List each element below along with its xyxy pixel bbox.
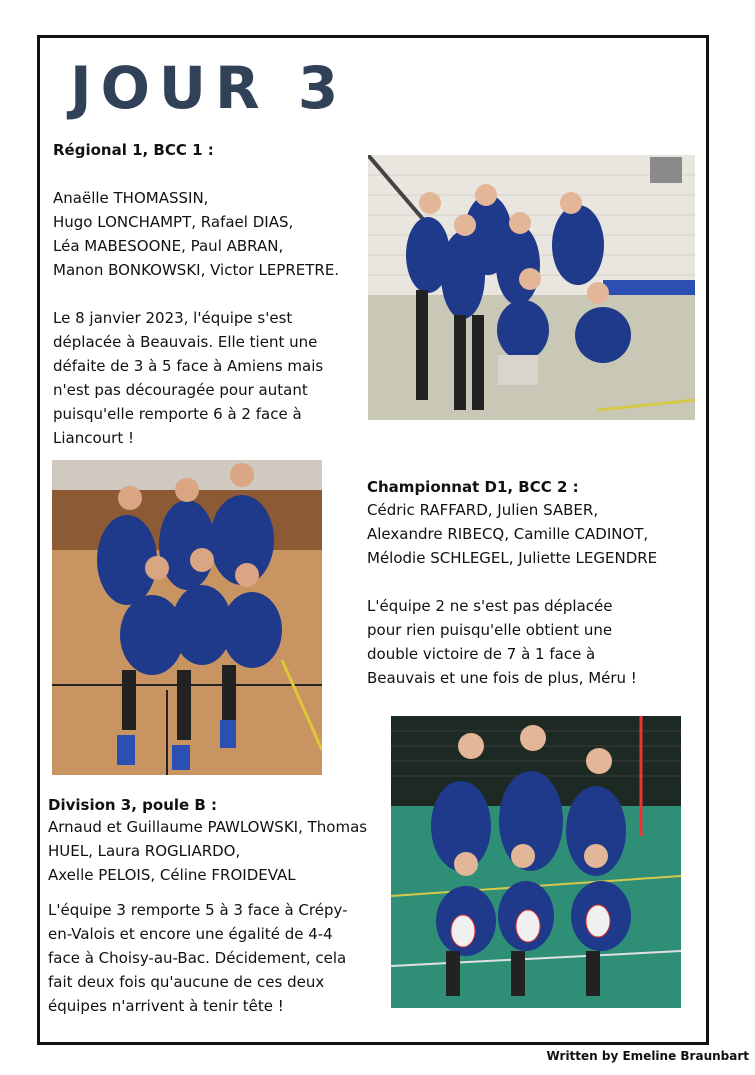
section3-player-line: Arnaud et Guillaume PAWLOWSKI, Thomas: [48, 818, 368, 836]
section2-heading: Championnat D1, BCC 2 :: [367, 478, 579, 496]
section3-player-line: HUEL, Laura ROGLIARDO,: [48, 842, 241, 860]
section2-report: [367, 594, 637, 690]
author-signature: Written by Emeline Braunbart: [546, 1049, 749, 1063]
section3-report: [48, 898, 348, 1018]
section1-player-line: Manon BONKOWSKI, Victor LEPRETRE.: [53, 261, 340, 279]
section3-report-line: face à Choisy-au-Bac. Décidement, cela: [48, 949, 347, 967]
section2-report-line: L'équipe 2 ne s'est pas déplacée: [367, 597, 613, 615]
section3-report-line: fait deux fois qu'aucune de ces deux: [48, 973, 325, 991]
section3-report-line: L'équipe 3 remporte 5 à 3 face à Crépy-: [48, 901, 348, 919]
section1-report-line: défaite de 3 à 5 face à Amiens mais: [53, 357, 324, 375]
section1-report-line: Le 8 janvier 2023, l'équipe s'est: [53, 309, 293, 327]
team3-photo: [391, 716, 681, 1008]
section2-report-line: pour rien puisqu'elle obtient une: [367, 621, 613, 639]
section1-players: [53, 186, 339, 282]
section1-player-line: Hugo LONCHAMPT, Rafael DIAS,: [53, 213, 294, 231]
team1-photo: [368, 155, 695, 420]
section3-players: [48, 815, 367, 887]
page-title: JOUR 3: [70, 54, 348, 122]
section3-report-line: en-Valois et encore une égalité de 4-4: [48, 925, 333, 943]
section2-report-line: Beauvais et une fois de plus, Méru !: [367, 669, 637, 687]
section1-report: [53, 306, 323, 450]
section1-report-line: puisqu'elle remporte 6 à 2 face à: [53, 405, 302, 423]
section3-player-line: Axelle PELOIS, Céline FROIDEVAL: [48, 866, 296, 884]
section1-player-line: Léa MABESOONE, Paul ABRAN,: [53, 237, 284, 255]
section1-report-line: n'est pas découragée pour autant: [53, 381, 308, 399]
team2-photo: [52, 460, 322, 775]
section2-players: [367, 498, 657, 570]
section3-report-line: équipes n'arrivent à tenir tête !: [48, 997, 284, 1015]
section1-player-line: Anaëlle THOMASSIN,: [53, 189, 209, 207]
section1-heading: Régional 1, BCC 1 :: [53, 141, 214, 159]
section3-heading: Division 3, poule B :: [48, 796, 218, 814]
section2-report-line: double victoire de 7 à 1 face à: [367, 645, 596, 663]
section1-report-line: Liancourt !: [53, 429, 134, 447]
section2-player-line: Mélodie SCHLEGEL, Juliette LEGENDRE: [367, 549, 658, 567]
section2-player-line: Cédric RAFFARD, Julien SABER,: [367, 501, 599, 519]
section1-report-line: déplacée à Beauvais. Elle tient une: [53, 333, 318, 351]
section2-player-line: Alexandre RIBECQ, Camille CADINOT,: [367, 525, 649, 543]
